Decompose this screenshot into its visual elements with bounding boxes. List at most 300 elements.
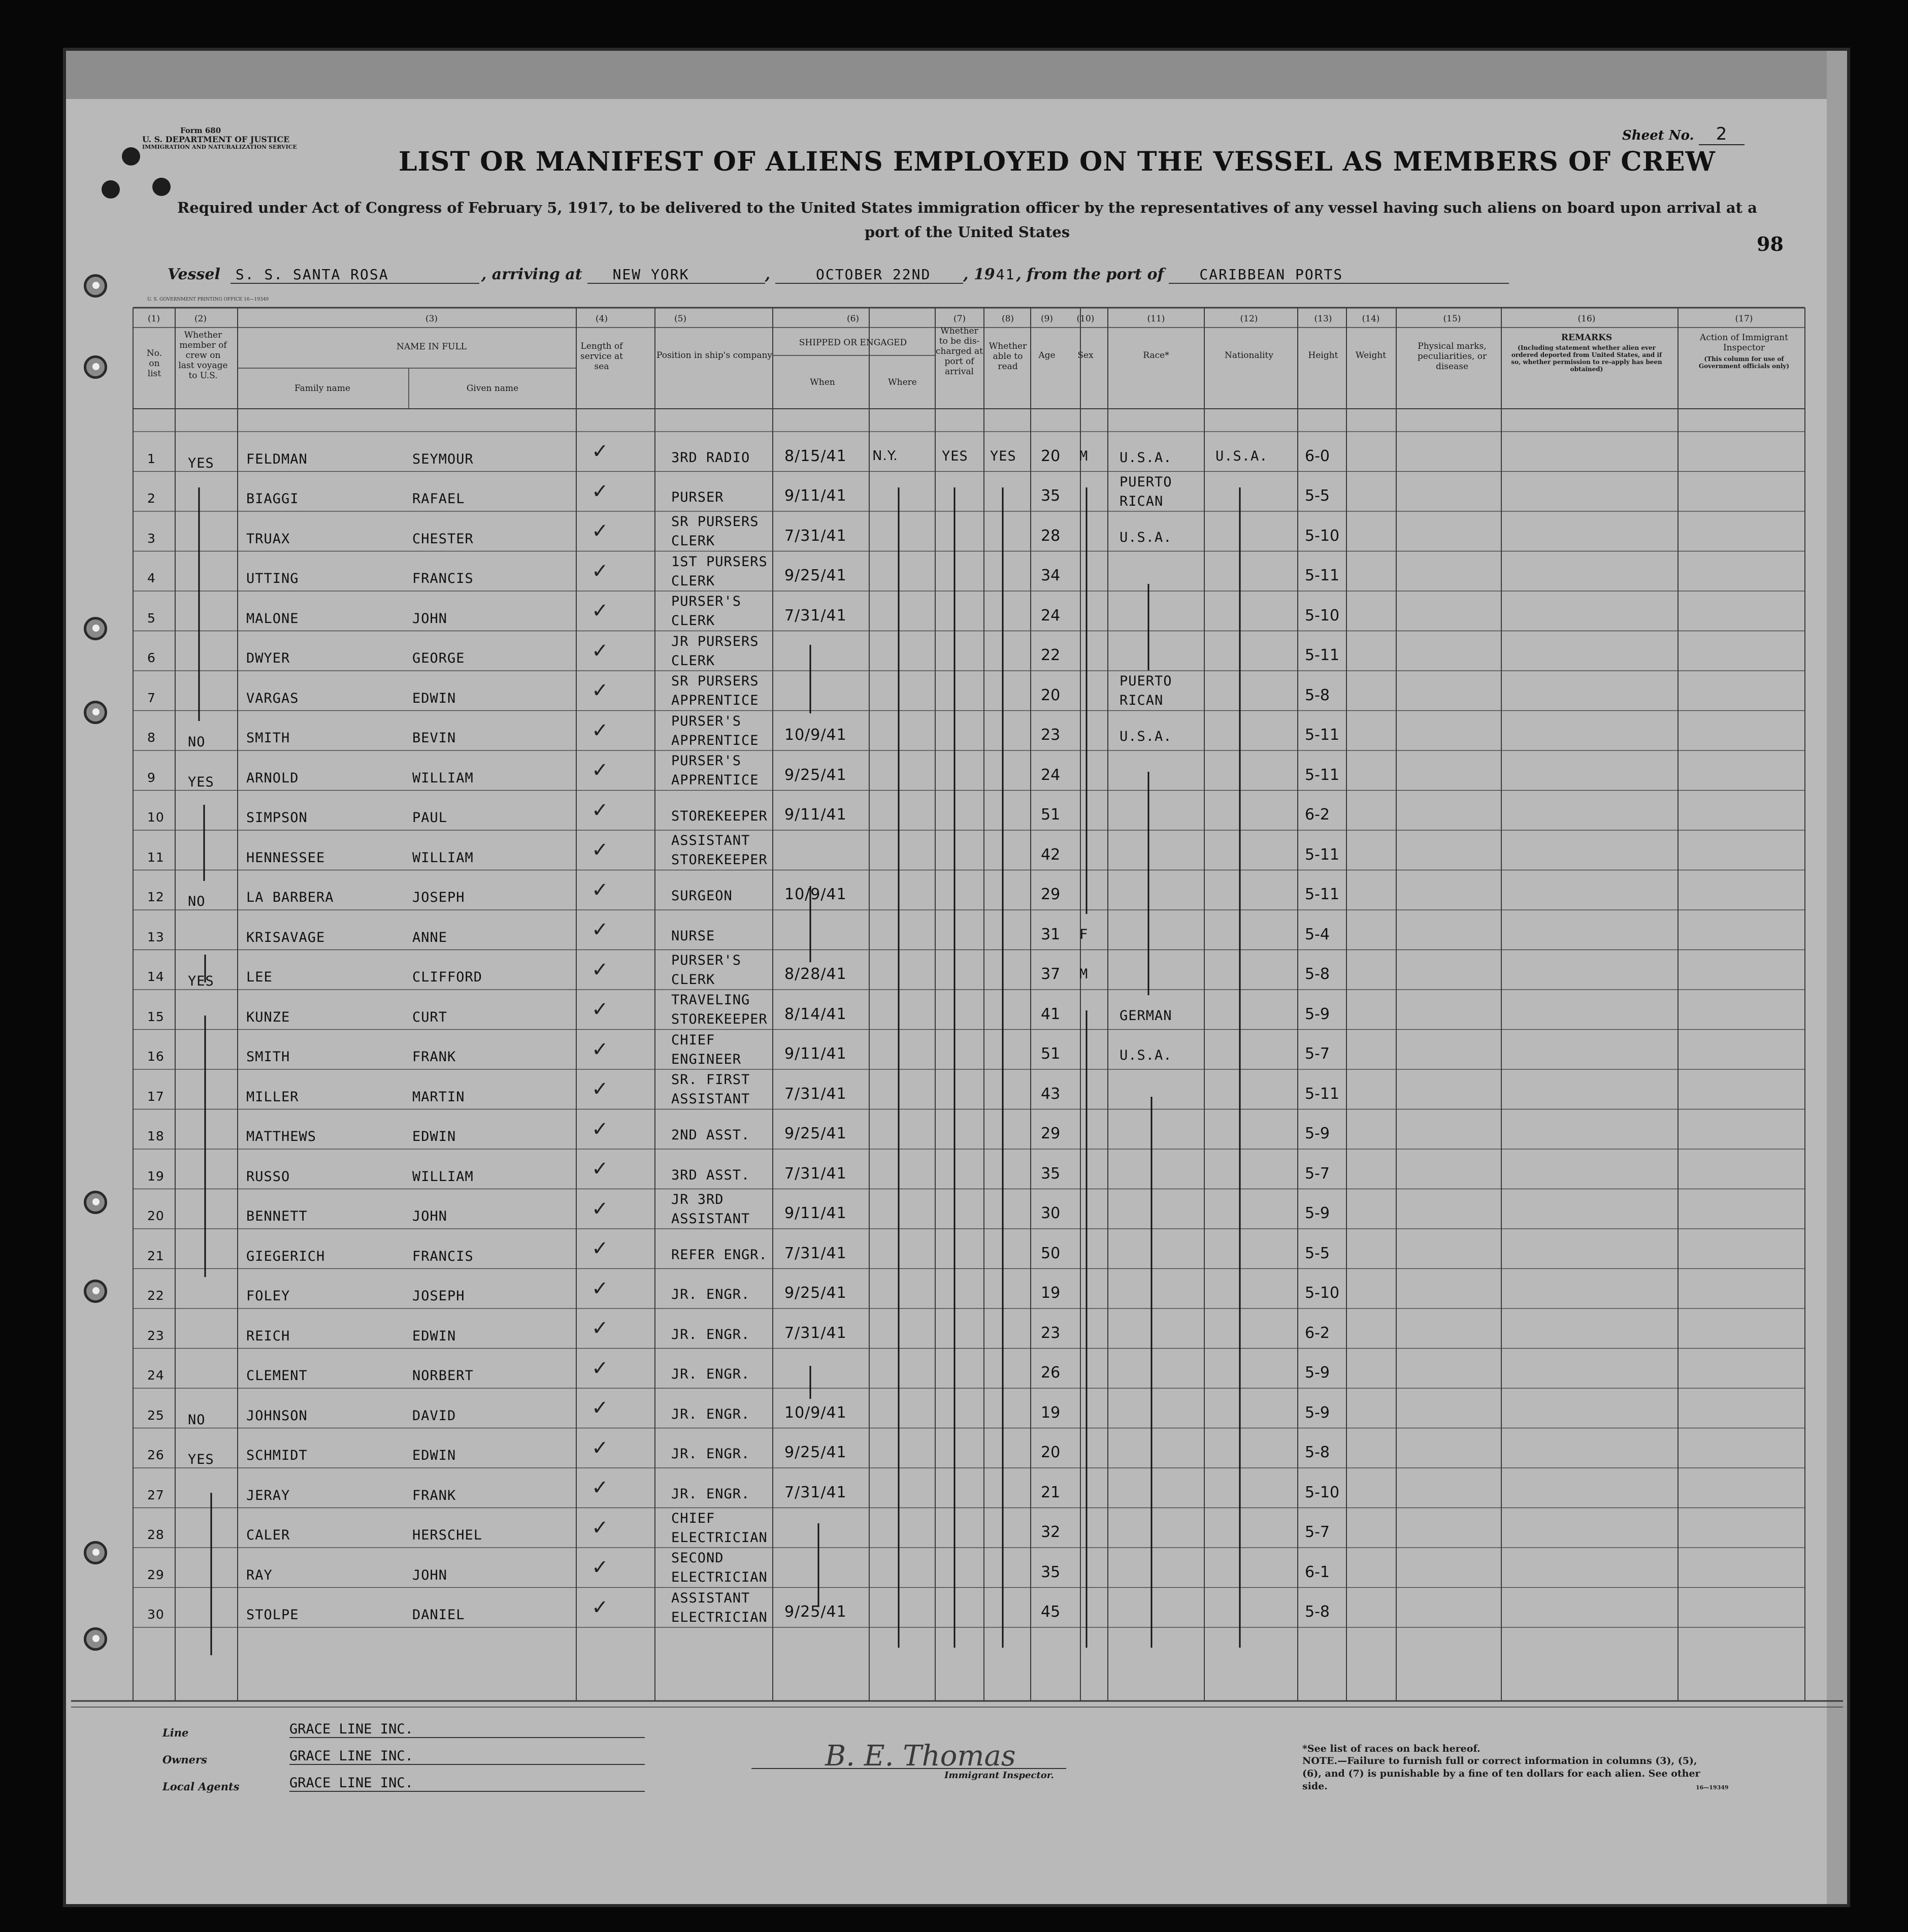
height-value: 5-10 (1305, 1284, 1340, 1302)
age-value: 50 (1041, 1244, 1061, 1262)
height-value: 5-11 (1305, 1085, 1340, 1103)
col-num-6: (6) (846, 314, 860, 324)
col-header-height: Height (1308, 350, 1338, 361)
age-value: 34 (1041, 567, 1061, 584)
family-name: BIAGGI (246, 491, 299, 507)
check-mark-icon: ✓ (591, 440, 609, 463)
position-text: CHIEF (671, 1032, 715, 1048)
check-mark-icon: ✓ (591, 1037, 609, 1061)
shipped-date: 7/31/41 (784, 1164, 847, 1183)
given-name: FRANCIS (412, 1248, 474, 1264)
inspector-signature: B. E. Thomas (825, 1740, 1016, 1773)
height-value: 5-5 (1305, 487, 1330, 505)
position-text: SR PURSERS (671, 514, 759, 530)
given-name: JOHN (412, 1567, 448, 1583)
given-name: FRANK (412, 1487, 456, 1503)
position-text: APPRENTICE (671, 693, 759, 708)
age-value: 22 (1041, 646, 1061, 664)
family-name: JOHNSON (246, 1407, 308, 1424)
col-header-sex: Sex (1077, 350, 1094, 361)
age-value: 31 (1041, 925, 1061, 943)
given-name: FRANCIS (412, 571, 474, 586)
row-number: 18 (147, 1129, 165, 1143)
check-mark-icon: ✓ (591, 1157, 609, 1181)
col-header-shipped: SHIPPED OR ENGAGED (799, 338, 907, 348)
family-name: RUSSO (246, 1168, 290, 1185)
shipped-date: 10/9/41 (784, 1403, 847, 1422)
row-number: 4 (147, 571, 156, 585)
height-value: 5-11 (1305, 845, 1340, 864)
age-value: 19 (1041, 1284, 1061, 1302)
position-text: STOREKEEPER (671, 852, 768, 868)
col-num-4: (4) (595, 314, 608, 324)
position-text: STOREKEEPER (671, 808, 768, 824)
col-header-position: Position in ship's company (656, 350, 773, 361)
col-num-10: (10) (1076, 314, 1095, 324)
height-value: 5-9 (1305, 1125, 1330, 1142)
row-number: 14 (147, 969, 165, 984)
sex-value: M (1079, 448, 1089, 464)
given-name: EDWIN (412, 1448, 456, 1463)
position-text: ELECTRICIAN (671, 1569, 768, 1585)
col-header-physical: Physical marks, peculiarities, or disease (1417, 341, 1487, 372)
height-value: 5-8 (1305, 1444, 1330, 1461)
col-header-prev-voyage: Whether member of crew on last voyage to U.S. (178, 330, 228, 381)
age-value: 20 (1041, 447, 1061, 465)
shipped-date: 8/28/41 (784, 965, 847, 983)
owners-value: GRACE LINE INC. (289, 1748, 645, 1765)
page-title: LIST OR MANIFEST OF ALIENS EMPLOYED ON THE VESSEL AS MEMBERS OF CREW (399, 146, 1716, 177)
line-label: Line (162, 1726, 189, 1739)
given-name: CURT (412, 1009, 448, 1025)
col-num-2: (2) (194, 314, 207, 324)
position-text: ELECTRICIAN (671, 1609, 768, 1625)
discharged-value: YES (942, 448, 968, 464)
family-name: CLEMENT (246, 1368, 308, 1384)
page-number: 98 (1757, 233, 1784, 255)
row-number: 5 (147, 610, 156, 626)
check-mark-icon: ✓ (591, 838, 609, 862)
family-name: TRUAX (246, 531, 290, 547)
prev-voyage-value: NO (188, 734, 206, 750)
shipped-date: 9/25/41 (784, 567, 847, 584)
row-number: 25 (147, 1407, 165, 1423)
col-header-name: NAME IN FULL (396, 342, 467, 352)
check-mark-icon: ✓ (591, 1317, 609, 1340)
check-mark-icon: ✓ (591, 1197, 609, 1221)
position-text: 3RD RADIO (671, 449, 750, 466)
shipped-date: 9/25/41 (784, 1603, 847, 1621)
given-name: HERSCHEL (412, 1527, 483, 1543)
row-number: 27 (147, 1487, 165, 1502)
col-num-9: (9) (1040, 314, 1054, 324)
check-mark-icon: ✓ (591, 759, 609, 782)
col-num-12: (12) (1240, 314, 1258, 324)
col-header-where: Where (888, 377, 917, 387)
sex-value: M (1079, 966, 1089, 982)
check-mark-icon: ✓ (591, 918, 609, 941)
sheet-no-label: Sheet No. (1622, 128, 1694, 143)
given-name: JOSEPH (412, 1288, 465, 1304)
family-name: JERAY (246, 1487, 290, 1503)
col-header-action: Action of Immigrant Inspector (1700, 333, 1788, 353)
position-text: ASSISTANT (671, 833, 750, 848)
col-num-5: (5) (674, 314, 687, 324)
col-num-1: (1) (147, 314, 160, 324)
row-number: 9 (147, 770, 156, 785)
shipped-date: 9/25/41 (784, 766, 847, 784)
given-name: FRANK (412, 1049, 456, 1065)
position-text: SR PURSERS (671, 673, 759, 689)
row-number: 8 (147, 730, 156, 745)
prev-voyage-value: YES (188, 973, 214, 989)
shipped-date: 8/14/41 (784, 1005, 847, 1023)
family-name: SMITH (246, 730, 290, 746)
given-name: NORBERT (412, 1368, 474, 1384)
family-name: KRISAVAGE (246, 929, 325, 945)
position-text: JR. ENGR. (671, 1326, 750, 1342)
col-num-8: (8) (1001, 314, 1014, 324)
shipped-date: 9/11/41 (784, 1204, 847, 1222)
family-name: REICH (246, 1328, 290, 1344)
row-number: 15 (147, 1009, 165, 1024)
shipped-date: 10/9/41 (784, 726, 847, 744)
height-value: 5-10 (1305, 606, 1340, 625)
age-value: 21 (1041, 1483, 1061, 1501)
check-mark-icon: ✓ (591, 1077, 609, 1101)
position-text: PURSER'S (671, 753, 742, 769)
col-header-age: Age (1038, 350, 1056, 361)
col-header-race: Race* (1143, 350, 1169, 361)
height-value: 5-11 (1305, 766, 1340, 784)
row-number: 22 (147, 1288, 165, 1303)
age-value: 35 (1041, 1164, 1061, 1183)
given-name: WILLIAM (412, 770, 474, 786)
check-mark-icon: ✓ (591, 1396, 609, 1420)
position-text: JR. ENGR. (671, 1486, 750, 1502)
race-text: U.S.A. (1120, 529, 1172, 545)
row-number: 20 (147, 1208, 165, 1223)
position-text: NURSE (671, 928, 715, 944)
height-value: 5-8 (1305, 965, 1330, 983)
family-name: LA BARBERA (246, 890, 334, 905)
age-value: 35 (1041, 487, 1061, 505)
check-mark-icon: ✓ (591, 1237, 609, 1260)
family-name: UTTING (246, 571, 299, 586)
col-header-discharged: Whether to be dis-charged at port of arrival (936, 326, 983, 377)
prev-voyage-value: NO (188, 1412, 206, 1428)
check-mark-icon: ✓ (591, 639, 609, 663)
height-value: 5-8 (1305, 1603, 1330, 1621)
position-text: PURSER'S (671, 952, 742, 968)
height-value: 5-9 (1305, 1403, 1330, 1422)
arrival-port: NEW YORK (587, 266, 765, 284)
position-text: SECOND (671, 1550, 724, 1566)
position-text: 2ND ASST. (671, 1127, 750, 1143)
age-value: 32 (1041, 1523, 1061, 1541)
family-name: FOLEY (246, 1288, 290, 1304)
position-text: ASSISTANT (671, 1210, 750, 1227)
given-name: WILLIAM (412, 1168, 474, 1185)
position-text: TRAVELING (671, 992, 750, 1008)
height-value: 5-11 (1305, 646, 1340, 664)
check-mark-icon: ✓ (591, 1595, 609, 1619)
family-name: MALONE (246, 610, 299, 627)
age-value: 23 (1041, 1324, 1061, 1342)
check-mark-icon: ✓ (591, 998, 609, 1021)
family-name: FELDMAN (246, 451, 308, 467)
age-value: 42 (1041, 845, 1061, 864)
check-mark-icon: ✓ (591, 1356, 609, 1380)
age-value: 24 (1041, 606, 1061, 625)
position-text: PURSER (671, 489, 724, 505)
position-text: CLERK (671, 573, 715, 589)
height-value: 5-10 (1305, 1483, 1340, 1501)
shipped-date: 7/31/41 (784, 1244, 847, 1262)
position-text: APPRENTICE (671, 732, 759, 748)
row-number: 23 (147, 1328, 165, 1343)
race-text: U.S.A. (1120, 729, 1172, 744)
row-number: 24 (147, 1368, 165, 1383)
height-value: 5-4 (1305, 925, 1330, 943)
prev-voyage-value: YES (188, 455, 214, 471)
row-number: 1 (147, 451, 156, 466)
vessel-name: S. S. SANTA ROSA (231, 266, 479, 284)
given-name: MARTIN (412, 1089, 465, 1105)
year-prefix: , 19 (963, 266, 995, 283)
family-name: RAY (246, 1567, 273, 1583)
family-name: GIEGERICH (246, 1248, 325, 1264)
age-value: 26 (1041, 1364, 1061, 1382)
check-mark-icon: ✓ (591, 798, 609, 822)
col-header-nationality: Nationality (1225, 350, 1273, 361)
department: U. S. DEPARTMENT OF JUSTICE (142, 135, 290, 144)
row-number: 2 (147, 491, 156, 506)
page-subtitle: Required under Act of Congress of February 5, 1917, to be delivered to the United States immigration officer by the representatives of any vessel having such aliens on board upon arrival at a port of the United States (177, 199, 1757, 241)
position-text: APPRENTICE (671, 772, 759, 788)
given-name: CHESTER (412, 531, 474, 547)
given-name: EDWIN (412, 1328, 456, 1344)
vessel-line: Vessel S. S. SANTA ROSA , arriving at NEW YORK , OCTOBER 22ND , 19 41 , from the port of CARIBBEAN PORTS (168, 266, 1509, 284)
prev-voyage-value: NO (188, 894, 206, 909)
shipped-date: 7/31/41 (784, 527, 847, 545)
col-header-action-note: (This column for use of Government officials only) (1698, 355, 1790, 370)
position-text: ASSISTANT (671, 1091, 750, 1107)
row-number: 16 (147, 1049, 165, 1064)
given-name: ANNE (412, 929, 448, 945)
height-value: 5-11 (1305, 567, 1340, 584)
family-name: SCHMIDT (246, 1448, 308, 1463)
age-value: 19 (1041, 1403, 1061, 1422)
family-name: LEE (246, 969, 273, 985)
service: IMMIGRATION AND NATURALIZATION SERVICE (142, 144, 297, 150)
family-name: STOLPE (246, 1607, 299, 1623)
line-value: GRACE LINE INC. (289, 1721, 645, 1738)
given-name: GEORGE (412, 650, 465, 666)
height-value: 5-7 (1305, 1523, 1330, 1541)
position-text: ELECTRICIAN (671, 1529, 768, 1546)
form-number: Form 680 (180, 126, 221, 135)
height-value: 5-7 (1305, 1164, 1330, 1183)
arrival-year: 41 (996, 266, 1015, 283)
col-header-no: No. on list (146, 348, 162, 379)
family-name: ARNOLD (246, 770, 299, 786)
given-name: PAUL (412, 810, 448, 826)
col-header-read: Whether able to read (989, 341, 1027, 372)
shipped-date: 8/15/41 (784, 447, 847, 465)
check-mark-icon: ✓ (591, 519, 609, 543)
height-value: 6-0 (1305, 447, 1330, 465)
family-name: SMITH (246, 1049, 290, 1065)
col-num-14: (14) (1362, 314, 1380, 324)
col-num-16: (16) (1577, 314, 1596, 324)
position-text: STOREKEEPER (671, 1011, 768, 1027)
position-text: JR. ENGR. (671, 1406, 750, 1422)
check-mark-icon: ✓ (591, 878, 609, 902)
height-value: 5-9 (1305, 1204, 1330, 1222)
row-number: 6 (147, 650, 156, 665)
height-value: 6-2 (1305, 806, 1330, 824)
prev-voyage-value: YES (188, 1452, 214, 1467)
col-num-11: (11) (1147, 314, 1165, 324)
position-text: PURSER'S (671, 594, 742, 609)
age-value: 51 (1041, 806, 1061, 824)
shipped-date: 7/31/41 (784, 1483, 847, 1501)
row-number: 19 (147, 1168, 165, 1184)
given-name: JOHN (412, 1208, 448, 1224)
age-value: 51 (1041, 1045, 1061, 1063)
row-number: 10 (147, 810, 165, 825)
position-text: CHIEF (671, 1510, 715, 1526)
height-value: 5-9 (1305, 1364, 1330, 1382)
read-value: YES (990, 448, 1016, 464)
col-num-15: (15) (1443, 314, 1461, 324)
col-header-remarks-note: (Including statement whether alien ever ordered deported from United States, and if so, whether permission to re-apply has been obtained) (1511, 344, 1662, 373)
age-value: 28 (1041, 527, 1061, 545)
col-num-3: (3) (425, 314, 438, 324)
position-text: REFER ENGR. (671, 1247, 768, 1263)
col-header-family-name: Family name (294, 383, 351, 394)
penalty-note: NOTE.—Failure to furnish full or correct information in columns (3), (5), (6), and (7) is punishable by a fine of ten dollars for each alien. See other side. (1302, 1755, 1700, 1792)
position-text: JR 3RD (671, 1191, 724, 1207)
given-name: SEYMOUR (412, 451, 474, 467)
family-name: BENNETT (246, 1208, 308, 1224)
given-name: JOSEPH (412, 890, 465, 905)
position-text: PURSER'S (671, 713, 742, 729)
race-text: U.S.A. (1120, 1047, 1172, 1063)
row-number: 26 (147, 1448, 165, 1462)
given-name: JOHN (412, 610, 448, 627)
sheet-no-value: 2 (1699, 124, 1745, 145)
given-name: DAVID (412, 1407, 456, 1424)
arriving-label: , arriving at (481, 266, 582, 283)
height-value: 6-1 (1305, 1563, 1330, 1581)
check-mark-icon: ✓ (591, 1556, 609, 1579)
shipped-date: 10/9/41 (784, 886, 847, 903)
row-number: 21 (147, 1248, 165, 1263)
race-text: RICAN (1120, 493, 1164, 509)
height-value: 5-8 (1305, 686, 1330, 704)
height-value: 5-9 (1305, 1005, 1330, 1023)
race-text: U.S.A. (1120, 449, 1172, 466)
age-value: 30 (1041, 1204, 1061, 1222)
age-value: 29 (1041, 886, 1061, 903)
row-number: 11 (147, 849, 165, 865)
race-text: PUERTO (1120, 474, 1172, 490)
shipped-date: 9/25/41 (784, 1444, 847, 1461)
owners-label: Owners (162, 1753, 207, 1766)
col-num-13: (13) (1314, 314, 1332, 324)
height-value: 5-7 (1305, 1045, 1330, 1063)
arrival-date: OCTOBER 22ND (775, 266, 963, 284)
race-note: *See list of races on back hereof. (1302, 1743, 1481, 1754)
position-text: CLERK (671, 613, 715, 629)
age-value: 45 (1041, 1603, 1061, 1621)
given-name: EDWIN (412, 690, 456, 706)
row-number: 28 (147, 1527, 165, 1542)
age-value: 41 (1041, 1005, 1061, 1023)
position-text: CLERK (671, 652, 715, 669)
shipped-date: 9/11/41 (784, 1045, 847, 1063)
vessel-label: Vessel (168, 266, 220, 283)
row-number: 30 (147, 1607, 165, 1622)
position-text: 1ST PURSERS (671, 553, 768, 570)
shipped-date: 9/25/41 (784, 1125, 847, 1142)
check-mark-icon: ✓ (591, 679, 609, 702)
col-header-given-name: Given name (466, 383, 519, 394)
height-value: 5-11 (1305, 726, 1340, 744)
age-value: 43 (1041, 1085, 1061, 1103)
age-value: 35 (1041, 1563, 1061, 1581)
shipped-date: 9/25/41 (784, 1284, 847, 1302)
check-mark-icon: ✓ (591, 1117, 609, 1141)
col-num-7: (7) (953, 314, 966, 324)
check-mark-icon: ✓ (591, 958, 609, 981)
race-text: GERMAN (1120, 1007, 1172, 1024)
height-value: 5-10 (1305, 527, 1340, 545)
shipped-date: 7/31/41 (784, 1324, 847, 1342)
row-number: 13 (147, 929, 165, 944)
prev-voyage-value: YES (188, 774, 214, 790)
check-mark-icon: ✓ (591, 1276, 609, 1300)
height-value: 5-11 (1305, 886, 1340, 903)
given-name: CLIFFORD (412, 969, 483, 985)
port-label: , from the port of (1016, 266, 1164, 283)
position-text: CLERK (671, 533, 715, 549)
col-header-remarks: REMARKS (1561, 333, 1613, 343)
agents-value: GRACE LINE INC. (289, 1775, 645, 1792)
position-text: JR. ENGR. (671, 1366, 750, 1382)
row-number: 3 (147, 531, 156, 546)
given-name: BEVIN (412, 730, 456, 746)
check-mark-icon: ✓ (591, 718, 609, 742)
position-text: 3RD ASST. (671, 1167, 750, 1183)
inspector-label: Immigrant Inspector. (944, 1770, 1054, 1781)
height-value: 5-5 (1305, 1244, 1330, 1262)
row-number: 7 (147, 690, 156, 705)
printer-code: U. S. GOVERNMENT PRINTING OFFICE 16—19349 (147, 297, 269, 302)
row-number: 17 (147, 1089, 165, 1104)
check-mark-icon: ✓ (591, 559, 609, 583)
row-number: 12 (147, 890, 165, 904)
check-mark-icon: ✓ (591, 1516, 609, 1540)
col-header-weight: Weight (1355, 350, 1387, 361)
given-name: DANIEL (412, 1607, 465, 1623)
check-mark-icon: ✓ (591, 1476, 609, 1499)
col-header-service: Length of service at sea (580, 341, 623, 372)
col-num-17: (17) (1735, 314, 1753, 324)
position-text: JR. ENGR. (671, 1287, 750, 1302)
